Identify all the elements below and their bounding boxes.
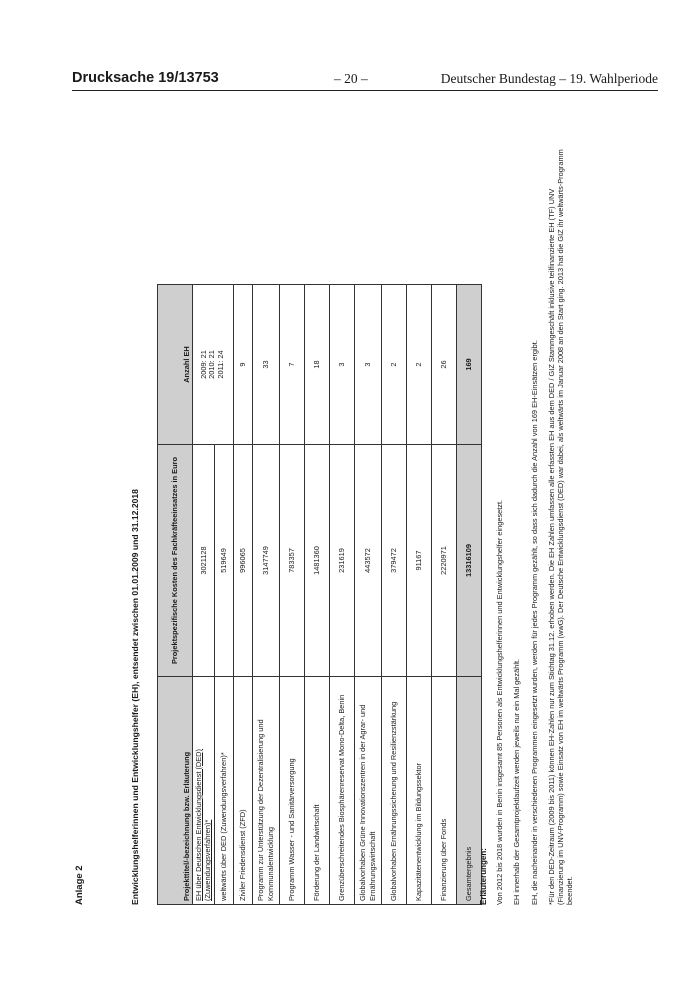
cost-cell: 519649 <box>214 445 233 677</box>
header-divider <box>72 90 658 91</box>
cost-cell: 3021128 <box>193 445 215 677</box>
project-cell: Programm Wasser - und Sanitärversorgung <box>279 677 304 905</box>
cost-cell: 443572 <box>354 445 381 677</box>
note-paragraph: *Für den DED-Zeitraum (2009 bis 2011) können EH-Zahlen nur zum Stichtag 31.12. erhoben werden. Die EH Zahlen umfassen alle erfassten EH aus dem DED / GIZ Stammgeschäft inklusive teilfinanzierte EH (TF) UNV (Finanzierung im UNV-Programm) sowie Einsatz von EH im weltwärts Programm (wwG). Der Deutsche Entwicklungsdienst (DED) war dabei, als weltwärts im Januar 2008 an den Start ging. 2013 hat die GIZ ihr weltwärts-Programm beendet. <box>546 149 575 905</box>
project-cell: Kapazitätenentwicklung im Bildungssektor <box>406 677 431 905</box>
total-cost: 13316109 <box>456 445 481 677</box>
rotated-content <box>74 105 574 905</box>
table-row <box>381 285 406 905</box>
count-cell: 3 <box>329 285 354 445</box>
cost-cell: 783357 <box>279 445 304 677</box>
eh-table <box>157 284 482 905</box>
project-cell: Globalvorhaben Ernährungssicherung und Resilienzstärkung <box>381 677 406 905</box>
cost-cell: 3147749 <box>252 445 279 677</box>
table-total-row <box>456 285 481 905</box>
project-cell: Programm zur Unterstützung der Dezentralisierung und Kommunalentwicklung <box>252 677 279 905</box>
publisher-label: Deutscher Bundestag – 19. Wahlperiode <box>440 71 658 86</box>
count-cell: 18 <box>304 285 329 445</box>
table-row <box>233 285 252 905</box>
page-number: – 20 – <box>334 71 368 86</box>
cost-cell: 91167 <box>406 445 431 677</box>
cost-cell: 996065 <box>233 445 252 677</box>
count-cell: 9 <box>233 285 252 445</box>
note-paragraph: EH, die nacheinander in verschiedenen Programmen eingesetzt wurden, werden für jedes Programm gezählt, so dass sich dadurch die Anzahl von 169 EH-Einsätzen ergibt. <box>529 340 539 905</box>
project-cell: EH über Deutschen Entwicklungsdienst (DED) (Zuwendungsverfahren)* <box>193 677 215 905</box>
project-cell: Förderung der Landwirtschaft <box>304 677 329 905</box>
project-cell: Finanzierung über Fonds <box>431 677 456 905</box>
table-row <box>279 285 304 905</box>
cost-cell: 379472 <box>381 445 406 677</box>
table-row <box>193 285 215 905</box>
count-cell: 2 <box>381 285 406 445</box>
document-number: Drucksache 19/13753 <box>72 70 219 86</box>
note-paragraph: EH innerhalb der Gesamtprojektlaufzeit werden jeweils nur ein Mal gezählt. <box>512 658 522 905</box>
annex-label: Anlage 2 <box>74 865 85 905</box>
table-row <box>406 285 431 905</box>
project-cell: Grenzüberschreitendes Biosphärenreservat Mono-Delta, Benin <box>329 677 354 905</box>
total-count: 169 <box>456 285 481 445</box>
header-count: Anzahl EH <box>158 285 193 445</box>
cost-cell: 2220971 <box>431 445 456 677</box>
notes-section <box>479 145 583 905</box>
count-cell: 2 <box>406 285 431 445</box>
table-row <box>252 285 279 905</box>
table-title: Entwicklungshelferinnen und Entwicklungshelfer (EH), entsendet zwischen 01.01.2009 und 31.12.2018 <box>130 489 140 905</box>
count-cell: 7 <box>279 285 304 445</box>
project-cell: weltwärts über DED (Zuwendungsverfahren)* <box>214 677 233 905</box>
table-row <box>354 285 381 905</box>
project-cell: Globalvorhaben Grüne Innovationszentren in der Agrar- und Ernährungswirtschaft <box>354 677 381 905</box>
project-cell: Ziviler Friedensdienst (ZFD) <box>233 677 252 905</box>
note-paragraph: Von 2012 bis 2018 wurden in Benin insgesamt 85 Personen als Entwicklungshelferinnen und Entwicklungshelfer eingesetzt. <box>495 499 504 905</box>
total-label: Gesamtergebnis <box>456 677 481 905</box>
page-header <box>72 70 658 92</box>
cost-cell: 1481360 <box>304 445 329 677</box>
table-row <box>431 285 456 905</box>
count-cell: 3 <box>354 285 381 445</box>
table-header-row <box>158 285 193 905</box>
notes-heading: Erläuterungen: <box>479 848 488 905</box>
header-project: Projekttitel/-bezeichnung bzw. Erläuterung <box>158 677 193 905</box>
table-row <box>304 285 329 905</box>
count-cell: 2009: 21 2010: 21 2011: 24 <box>193 285 234 445</box>
count-cell: 33 <box>252 285 279 445</box>
count-cell: 26 <box>431 285 456 445</box>
table-row <box>329 285 354 905</box>
cost-cell: 231619 <box>329 445 354 677</box>
header-cost: Projektspezifische Kosten des Fachkräfteeinsatzes in Euro <box>158 445 193 677</box>
